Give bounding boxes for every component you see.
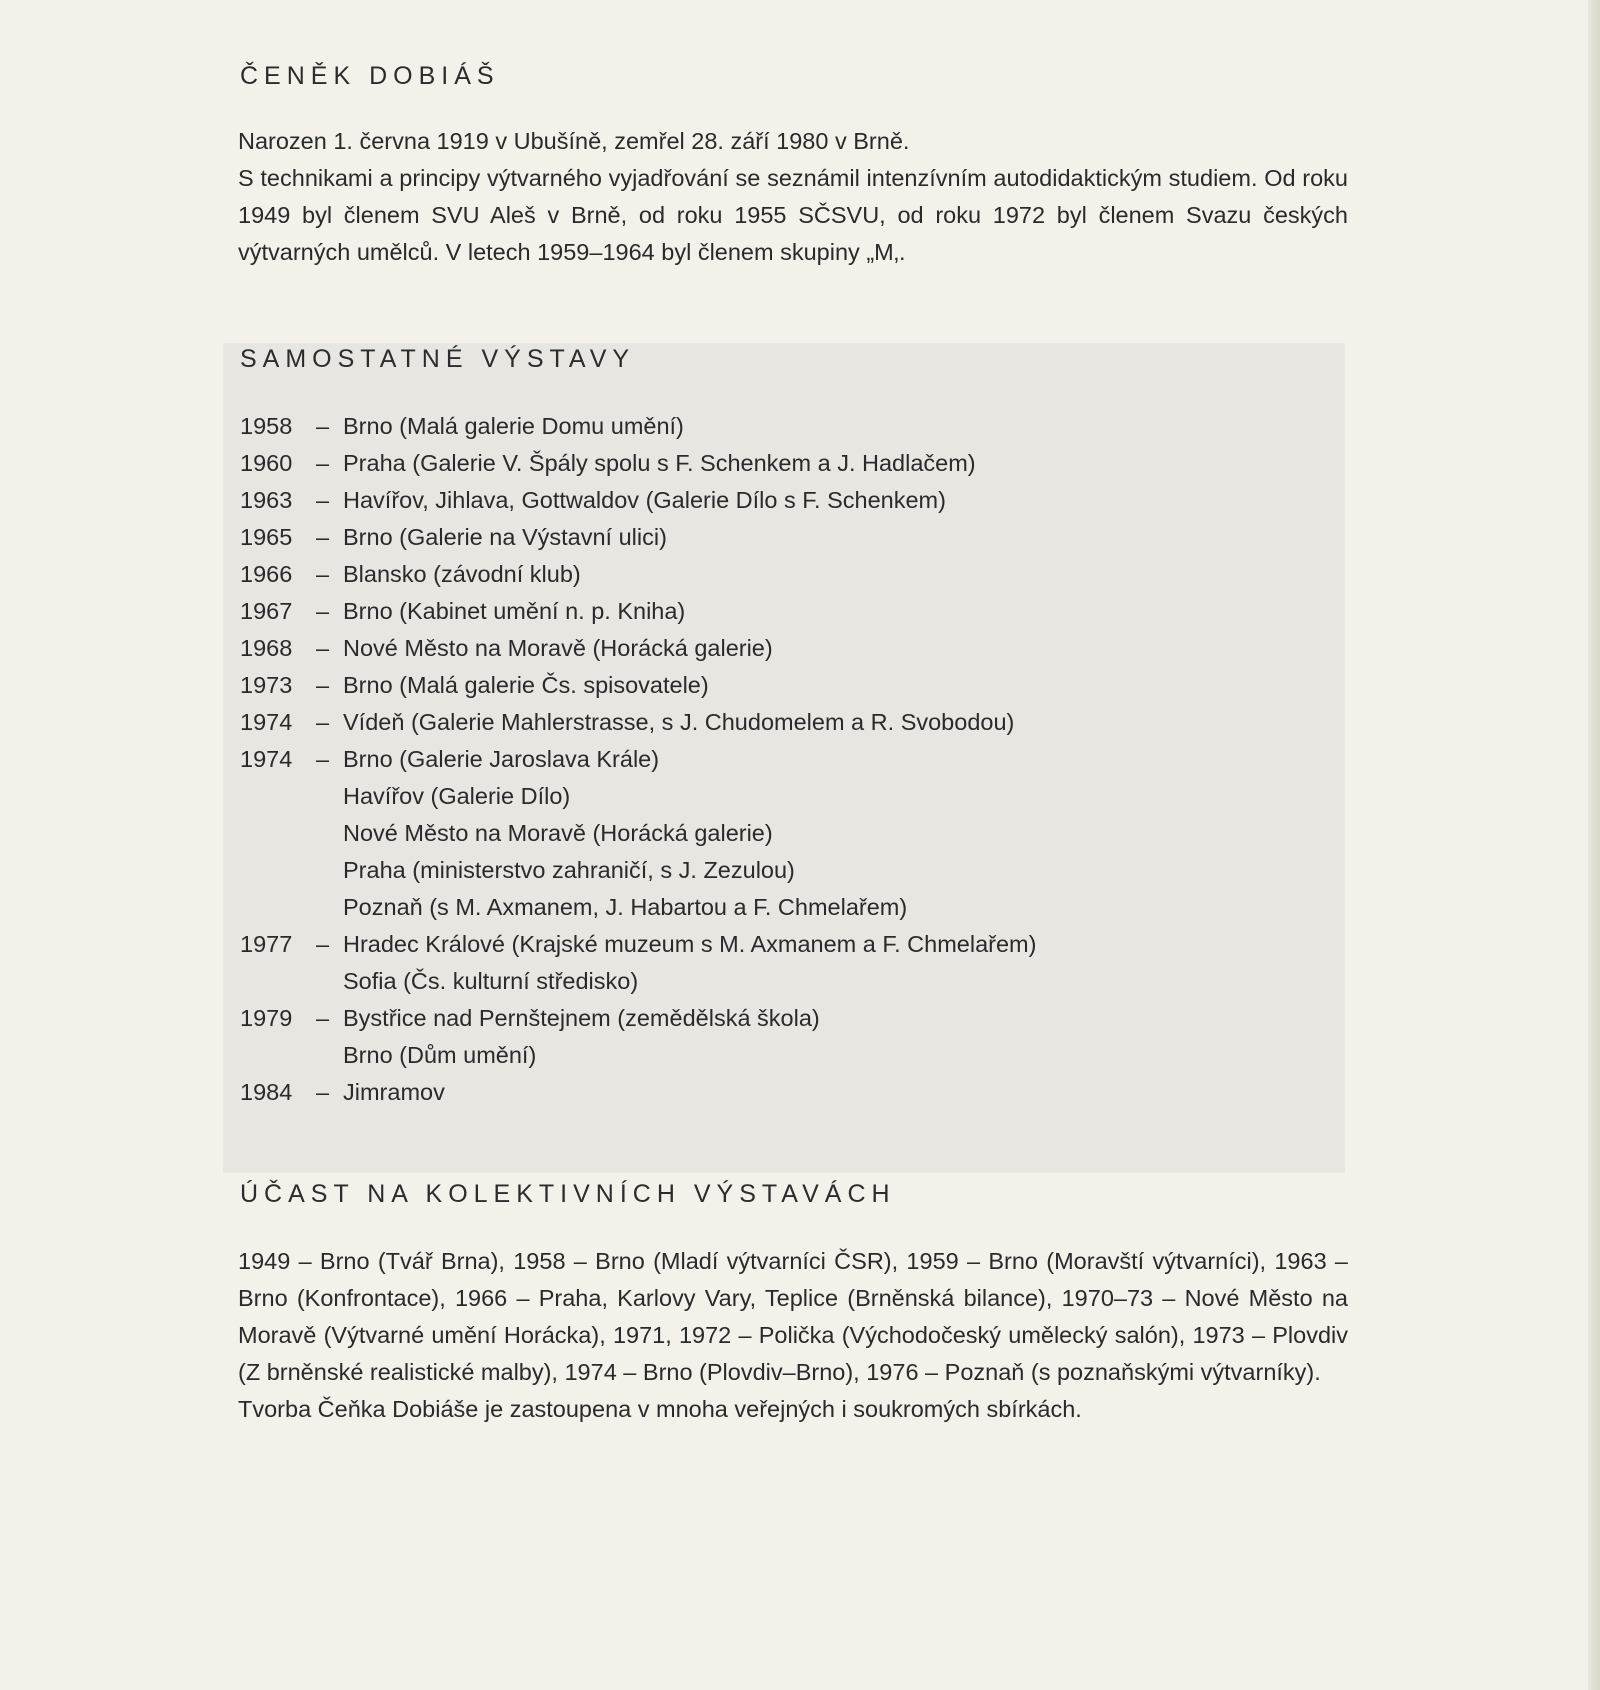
exhibition-place: Brno (Malá galerie Domu umění): [343, 413, 684, 439]
exhibition-row: [240, 889, 1036, 926]
exhibition-dash: –: [315, 524, 330, 550]
exhibition-place: Brno (Galerie na Výstavní ulici): [343, 524, 667, 550]
exhibition-place: Havířov, Jihlava, Gottwaldov (Galerie Dílo s F. Schenkem): [343, 487, 946, 513]
exhibition-year: 1958: [240, 413, 293, 439]
exhibition-place: Jimramov: [343, 1079, 445, 1105]
exhibition-year: [240, 963, 302, 1000]
exhibition-place: Praha (Galerie V. Špály spolu s F. Schenkem a J. Hadlačem): [343, 450, 976, 476]
exhibition-row: [240, 778, 1036, 815]
exhibition-dash: –: [315, 1005, 330, 1031]
exhibition-dash: –: [315, 561, 330, 587]
exhibition-dash: –: [315, 450, 330, 476]
exhibition-row: [240, 556, 1036, 593]
bio-career: S technikami a principy výtvarného vyjadřování se seznámil intenzívním autodidaktickým studiem. Od roku 1949 byl členem SVU Aleš v Brně, od roku 1955 SČSVU, od roku 1972 byl členem Svazu českých výtvarných umělců. V letech 1959–1964 byl členem skupiny „M‚.: [238, 165, 1348, 265]
exhibition-dash: –: [315, 672, 330, 698]
solo-exhibitions-list: [240, 408, 1036, 1111]
exhibition-year: [240, 1037, 302, 1074]
collections-note: Tvorba Čeňka Dobiáše je zastoupena v mnoha veřejných i soukromých sbírkách.: [238, 1396, 1082, 1422]
exhibition-dash: –: [315, 635, 330, 661]
exhibition-year: 1965: [240, 524, 293, 550]
exhibition-row: [240, 519, 1036, 556]
exhibition-place: Poznaň (s M. Axmanem, J. Habartou a F. Chmelařem): [343, 894, 908, 920]
exhibition-year: 1979: [240, 1005, 293, 1031]
exhibition-place: Hradec Králové (Krajské muzeum s M. Axmanem a F. Chmelařem): [343, 931, 1037, 957]
group-exhibitions-text: 1949 – Brno (Tvář Brna), 1958 – Brno (Mladí výtvarníci ČSR), 1959 – Brno (Moravští výtvarníci), 1963 – Brno (Konfrontace), 1966 – Praha, Karlovy Vary, Teplice (Brněnská bilance), 1970–73 – Nové Město na Moravě (Výtvarné umění Horácka), 1971, 1972 – Polička (Východočeský umělecký salón), 1973 – Plovdiv (Z brněnské realistické malby), 1974 – Brno (Plovdiv–Brno), 1976 – Poznaň (s poznaňskými výtvarníky).: [238, 1248, 1348, 1385]
exhibition-dash: [302, 815, 343, 852]
exhibition-dash: –: [315, 487, 330, 513]
exhibition-place: Nové Město na Moravě (Horácká galerie): [343, 635, 773, 661]
page-edge: [1588, 0, 1600, 1690]
exhibition-dash: –: [315, 709, 330, 735]
exhibition-year: 1977: [240, 931, 293, 957]
biography: [238, 123, 1348, 271]
exhibition-row: [240, 1074, 1036, 1111]
exhibition-year: [240, 778, 302, 815]
group-exhibitions-heading: ÚČAST NA KOLEKTIVNÍCH VÝSTAVÁCH: [240, 1180, 896, 1208]
exhibition-row: [240, 593, 1036, 630]
exhibition-year: 1963: [240, 487, 293, 513]
exhibition-year: 1973: [240, 672, 293, 698]
exhibition-place: Brno (Malá galerie Čs. spisovatele): [343, 672, 709, 698]
exhibition-year: 1967: [240, 598, 293, 624]
exhibition-place: Brno (Galerie Jaroslava Krále): [343, 746, 660, 772]
exhibition-year: 1960: [240, 450, 293, 476]
exhibition-dash: [302, 889, 343, 926]
exhibition-row: [240, 630, 1036, 667]
exhibition-row: [240, 482, 1036, 519]
artist-name: ČENĚK DOBIÁŠ: [240, 62, 500, 90]
exhibition-row: [240, 1037, 1036, 1074]
exhibition-year: [240, 815, 302, 852]
exhibition-year: 1984: [240, 1079, 293, 1105]
exhibition-dash: [302, 1037, 343, 1074]
exhibition-row: [240, 667, 1036, 704]
exhibition-place: Vídeň (Galerie Mahlerstrasse, s J. Chudomelem a R. Svobodou): [343, 709, 1015, 735]
exhibition-place: Praha (ministerstvo zahraničí, s J. Zezulou): [343, 857, 795, 883]
exhibition-dash: –: [315, 931, 330, 957]
solo-exhibitions-heading: SAMOSTATNÉ VÝSTAVY: [240, 345, 636, 373]
exhibition-place: Sofia (Čs. kulturní středisko): [343, 968, 639, 994]
exhibition-place: Bystřice nad Pernštejnem (zemědělská škola): [343, 1005, 820, 1031]
exhibition-place: Nové Město na Moravě (Horácká galerie): [343, 820, 773, 846]
exhibition-row: [240, 445, 1036, 482]
exhibition-row: [240, 963, 1036, 1000]
exhibition-year: 1966: [240, 561, 293, 587]
exhibition-place: Brno (Dům umění): [343, 1042, 537, 1068]
exhibition-row: [240, 1000, 1036, 1037]
exhibition-row: [240, 815, 1036, 852]
exhibition-place: Brno (Kabinet umění n. p. Kniha): [343, 598, 686, 624]
exhibition-row: [240, 926, 1036, 963]
exhibition-row: [240, 852, 1036, 889]
exhibition-row: [240, 408, 1036, 445]
exhibition-dash: [302, 963, 343, 1000]
exhibition-dash: –: [315, 746, 330, 772]
exhibition-year: 1968: [240, 635, 293, 661]
bio-birth: Narozen 1. června 1919 v Ubušíně, zemřel 28. září 1980 v Brně.: [238, 128, 910, 154]
exhibition-dash: –: [315, 598, 330, 624]
exhibition-place: Blansko (závodní klub): [343, 561, 581, 587]
exhibition-year: 1974: [240, 746, 293, 772]
exhibition-place: Havířov (Galerie Dílo): [343, 783, 571, 809]
exhibition-dash: –: [315, 1079, 330, 1105]
exhibition-dash: –: [315, 413, 330, 439]
group-exhibitions: [238, 1243, 1348, 1428]
exhibition-year: [240, 852, 302, 889]
exhibition-row: [240, 741, 1036, 778]
exhibition-dash: [302, 778, 343, 815]
exhibition-row: [240, 704, 1036, 741]
exhibition-year: 1974: [240, 709, 293, 735]
exhibition-year: [240, 889, 302, 926]
exhibition-dash: [302, 852, 343, 889]
